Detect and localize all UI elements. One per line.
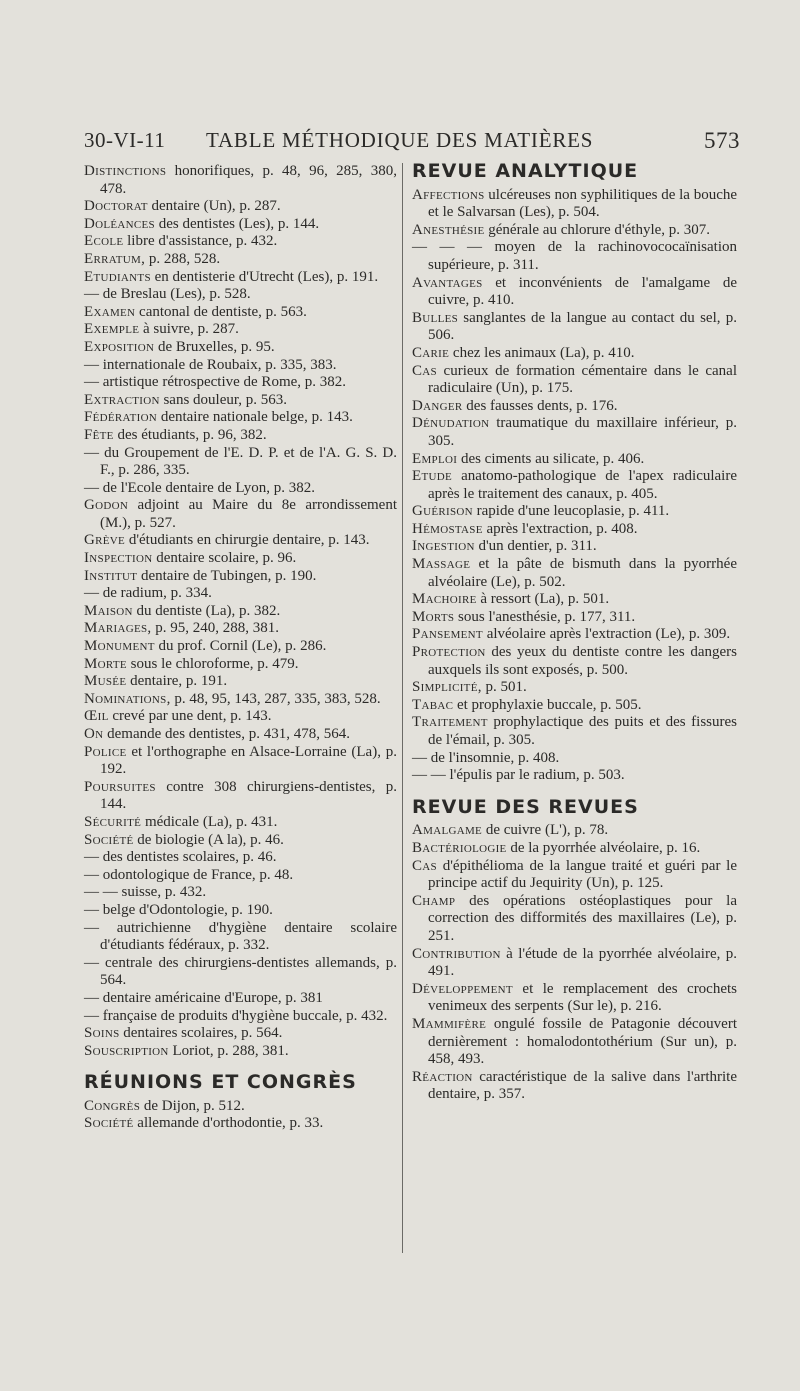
entry-text: des opérations ostéoplastiques pour la correction des difformités des maxillaires (Le), p. 251. (428, 892, 737, 944)
index-entry (412, 239, 737, 274)
entry-text: d'étudiants en chirurgie dentaire, p. 143. (128, 532, 370, 549)
reunions-entry-list (84, 1098, 397, 1133)
index-entry (412, 363, 737, 398)
section-title-revue-analytique: REVUE ANALYTIQUE (412, 160, 639, 182)
index-entry (84, 374, 397, 392)
entry-heading: Dénudation (412, 415, 490, 432)
entry-text: p. 288, 528. (148, 250, 221, 267)
right-column (412, 160, 738, 1104)
entry-text: du dentiste (La), p. 382. (136, 602, 281, 619)
revue-analytique-entry-list (412, 187, 737, 785)
index-entry (84, 656, 397, 674)
index-entry (412, 609, 737, 627)
index-entry (84, 744, 397, 779)
index-entry (84, 269, 397, 287)
entry-text: — odontologique de France, p. 48. (84, 866, 294, 883)
entry-text: des ciments au silicate, p. 406. (460, 450, 645, 467)
entry-heading: Police (84, 743, 127, 760)
entry-text: Loriot, p. 288, 381. (172, 1042, 289, 1059)
entry-text: des étudiants, p. 96, 382. (117, 426, 267, 443)
entry-heading: Œil (84, 708, 109, 725)
entry-heading: Fédération (84, 409, 158, 426)
index-entry (84, 445, 397, 480)
entry-heading: Institut (84, 567, 138, 584)
entry-text: de biologie (A la), p. 46. (137, 831, 284, 848)
index-entry (84, 779, 397, 814)
entry-text: — de l'Ecole dentaire de Lyon, p. 382. (84, 479, 315, 496)
index-entry (412, 187, 737, 222)
index-entry (84, 304, 397, 322)
entry-text: — artistique rétrospective de Rome, p. 382. (84, 374, 347, 391)
entry-heading: On (84, 726, 104, 742)
index-entry (84, 550, 397, 568)
entry-text: à ressort (La), p. 501. (480, 591, 610, 608)
issue-date: 30-VI-11 (84, 128, 166, 152)
entry-text: des fausses dents, p. 176. (466, 397, 618, 414)
index-entry (412, 398, 737, 416)
index-entry (84, 1043, 397, 1061)
entry-text: dentaire, p. 191. (130, 673, 228, 690)
entry-text: — française de produits d'hygiène buccale, p. 432. (84, 1007, 388, 1024)
entry-text: en dentisterie d'Utrecht (Les), p. 191. (154, 268, 379, 285)
page-title: TABLE MÉTHODIQUE DES MATIÈRES (206, 128, 594, 152)
index-entry (84, 673, 397, 691)
index-entry (84, 163, 397, 198)
page-header (84, 128, 740, 158)
entry-text: — du Groupement de l'E. D. P. et de l'A. G. S. D. F., p. 286, 335. (84, 444, 397, 479)
entry-text: sans douleur, p. 563. (163, 391, 288, 408)
index-entry (412, 644, 737, 679)
entry-heading: Carie (412, 344, 450, 361)
entry-text: de Dijon, p. 512. (143, 1097, 245, 1114)
index-entry (412, 981, 737, 1016)
entry-heading: Affections (412, 186, 485, 203)
entry-text: et inconvénients de l'amalgame de cuivre, p. 410. (428, 274, 737, 309)
index-entry (84, 849, 397, 867)
index-entry (412, 626, 737, 644)
index-entry (84, 321, 397, 339)
entry-text: chez les animaux (La), p. 410. (452, 344, 635, 361)
entry-text: ongulé fossile de Patagonie découvert dernièrement : homalodontothérium (Sur un), p. 458, 493. (428, 1015, 738, 1068)
index-entry (84, 620, 397, 638)
index-entry (84, 357, 397, 375)
entry-text: à suivre, p. 287. (143, 321, 239, 338)
index-entry (412, 1069, 737, 1104)
index-entry (84, 603, 397, 621)
entry-text: du prof. Cornil (Le), p. 286. (158, 638, 327, 655)
entry-text: — centrale des chirurgiens-dentistes allemands, p. 564. (84, 954, 397, 989)
entry-heading: Etudiants (84, 268, 151, 285)
index-entry (412, 521, 737, 539)
entry-heading: Poursuites (84, 778, 156, 795)
index-entry (412, 451, 737, 469)
index-entry (84, 867, 397, 885)
index-entry (84, 286, 397, 304)
entry-text: et prophylaxie buccale, p. 505. (456, 696, 642, 713)
column-divider (402, 163, 403, 1253)
index-entry (84, 920, 397, 955)
entry-text: et la pâte de bismuth dans la pyorrhée alvéolaire (Le), p. 502. (428, 556, 737, 590)
entry-text: prophylactique des puits et des fissures de l'émail, p. 305. (428, 714, 738, 748)
entry-heading: Traitement (412, 714, 488, 731)
entry-heading: Amalgame (412, 822, 483, 839)
index-entry (84, 726, 397, 744)
entry-heading: Guérison (412, 503, 473, 520)
index-entry (412, 275, 737, 310)
page-number: 573 (704, 128, 740, 153)
entry-text: à l'étude de la pyorrhée alvéolaire, p. 491. (428, 945, 737, 980)
entry-heading: Mammifère (412, 1015, 487, 1032)
entry-heading: Réaction (412, 1068, 473, 1085)
entry-heading: Bactériologie (412, 839, 507, 856)
entry-text: d'un dentier, p. 311. (478, 538, 597, 555)
index-entry (84, 691, 397, 709)
entry-text: ulcéreuses non syphilitiques de la bouche et le Salvarsan (Les), p. 504. (428, 186, 738, 221)
index-entry (84, 392, 397, 410)
entry-heading: Soins (84, 1025, 120, 1042)
entry-heading: Contribution (412, 945, 501, 962)
index-entry (412, 222, 737, 240)
index-entry (84, 233, 397, 251)
entry-text: dentaire de Tubingen, p. 190. (140, 567, 317, 584)
entry-heading: Distinctions (84, 163, 167, 179)
entry-text: adjoint au Maire du 8e arrondissement (M.), p. 527. (100, 497, 398, 531)
index-entry (84, 990, 397, 1008)
entry-text: honorifiques, p. 48, 96, 285, 380, 478. (100, 163, 398, 197)
entry-heading: Godon (84, 497, 129, 514)
entry-text: et l'orthographe en Alsace-Lorraine (La), p. 192. (100, 743, 397, 778)
entry-text: médicale (La), p. 431. (144, 813, 278, 830)
index-entry (84, 638, 397, 656)
entry-heading: Simplicité, (412, 679, 482, 696)
entry-heading: Nominations, (84, 690, 171, 707)
index-entry (84, 339, 397, 357)
entry-heading: Exemple (84, 321, 140, 338)
index-entry (84, 480, 397, 498)
index-entry (84, 814, 397, 832)
entry-heading: Danger (412, 397, 463, 414)
entry-text: sous l'anesthésie, p. 177, 311. (458, 608, 636, 625)
entry-text: — — suisse, p. 432. (84, 884, 207, 901)
entry-heading: Hémostase (412, 520, 483, 537)
index-entry (412, 591, 737, 609)
entry-text: — de radium, p. 334. (84, 585, 212, 602)
index-entry (412, 822, 737, 840)
index-entry (84, 409, 397, 427)
entry-text: crevé par une dent, p. 143. (112, 708, 272, 725)
revue-des-revues-entry-list (412, 822, 737, 1104)
entry-heading: Tabac (412, 696, 454, 713)
entry-text: cantonal de dentiste, p. 563. (139, 303, 307, 320)
entry-heading: Ingestion (412, 538, 475, 555)
entry-text: dentaire scolaire, p. 96. (156, 550, 297, 567)
entry-text: contre 308 chirurgiens-dentistes, p. 144. (100, 778, 397, 813)
index-entry (84, 427, 397, 445)
entry-heading: Doctorat (84, 198, 148, 215)
entry-text: libre d'assistance, p. 432. (127, 233, 278, 250)
entry-text: — — — moyen de la rachinovococaïnisation supérieure, p. 311. (412, 239, 737, 273)
entry-text: rapide d'une leucoplasie, p. 411. (476, 503, 670, 520)
entry-text: — autrichienne d'hygiène dentaire scolaire d'étudiants fédéraux, p. 332. (84, 919, 397, 954)
index-entry (412, 503, 737, 521)
index-entry (412, 697, 737, 715)
entry-text: dentaires scolaires, p. 564. (123, 1025, 283, 1042)
entry-text: des yeux du dentiste contre les dangers auxquels ils sont exposés, p. 500. (428, 644, 738, 678)
entry-text: — des dentistes scolaires, p. 46. (84, 849, 277, 866)
entry-heading: Avantages (412, 274, 483, 291)
entry-text: — internationale de Roubaix, p. 335, 383. (84, 356, 337, 373)
entry-text: p. 501. (485, 679, 527, 696)
entry-text: des dentistes (Les), p. 144. (158, 215, 320, 232)
index-entry (412, 858, 737, 893)
index-entry (84, 251, 397, 269)
index-entry (412, 468, 737, 503)
entry-heading: Morte (84, 655, 127, 672)
entry-heading: Morts (412, 608, 455, 625)
section-title-reunions: RÉUNIONS ET CONGRÈS (84, 1071, 357, 1094)
index-entry (84, 884, 397, 902)
entry-text: générale au chlorure d'éthyle, p. 307. (488, 221, 711, 238)
entry-heading: Développement (412, 980, 513, 997)
left-column (84, 163, 397, 1133)
entry-heading: Machoire (412, 591, 477, 608)
index-entry (412, 840, 737, 858)
entry-heading: Erratum, (84, 250, 146, 267)
index-entry (412, 893, 737, 946)
index-entry (84, 1115, 397, 1133)
entry-heading: Examen (84, 303, 136, 320)
entry-text: sanglantes de la langue au contact du sel, p. 506. (428, 309, 737, 344)
entry-heading: Maison (84, 602, 133, 619)
left-entry-list (84, 163, 397, 1060)
index-entry (84, 532, 397, 550)
index-entry (412, 345, 737, 363)
entry-heading: Bulles (412, 309, 459, 326)
entry-text: traumatique du maxillaire inférieur, p. 305. (428, 415, 737, 449)
index-entry (412, 310, 737, 345)
entry-heading: Grève (84, 532, 126, 549)
entry-text: dentaire (Un), p. 287. (151, 198, 281, 215)
entry-heading: Société (84, 1115, 134, 1132)
entry-heading: Etude (412, 468, 452, 485)
index-entry (412, 679, 737, 697)
entry-text: — belge d'Odontologie, p. 190. (84, 901, 273, 918)
entry-heading: Congrès (84, 1097, 141, 1114)
index-entry (84, 1008, 397, 1026)
index-entry (84, 1098, 397, 1116)
entry-text: p. 95, 240, 288, 381. (155, 620, 279, 637)
index-entry (84, 568, 397, 586)
entry-heading: Pansement (412, 626, 483, 643)
entry-heading: Champ (412, 892, 456, 909)
entry-heading: Cas (412, 857, 437, 874)
entry-text: de cuivre (L'), p. 78. (485, 822, 609, 839)
index-entry (412, 946, 737, 981)
entry-text: alvéolaire après l'extraction (Le), p. 309. (486, 626, 731, 643)
index-entry (412, 538, 737, 556)
entry-text: sous le chloroforme, p. 479. (130, 655, 299, 672)
entry-heading: Société (84, 831, 134, 848)
section-title-revue-des-revues: REVUE DES REVUES (412, 795, 639, 818)
entry-text: — de l'insomnie, p. 408. (412, 749, 560, 766)
index-entry (412, 415, 737, 450)
index-entry (84, 708, 397, 726)
entry-heading: Massage (412, 556, 471, 573)
index-entry (84, 198, 397, 216)
entry-heading: Exposition (84, 338, 155, 355)
entry-text: allemande d'orthodontie, p. 33. (137, 1115, 324, 1132)
entry-text: après l'extraction, p. 408. (486, 520, 638, 537)
entry-text: — — l'épulis par le radium, p. 503. (412, 767, 625, 784)
index-entry (412, 556, 737, 591)
index-entry (84, 497, 397, 532)
entry-text: p. 48, 95, 143, 287, 335, 383, 528. (174, 690, 381, 707)
entry-heading: Souscription (84, 1042, 169, 1059)
entry-text: — de Breslau (Les), p. 528. (84, 286, 251, 303)
index-entry (84, 832, 397, 850)
entry-text: curieux de formation cémentaire dans le canal radiculaire (Un), p. 175. (428, 362, 737, 397)
entry-text: d'épithélioma de la langue traité et guéri par le principe actif du Jequirity (Un), p. 125. (428, 857, 737, 892)
index-entry (84, 902, 397, 920)
index-entry (84, 955, 397, 990)
entry-heading: Extraction (84, 391, 160, 408)
entry-heading: Emploi (412, 450, 458, 467)
entry-text: caractéristique de la salive dans l'arthrite dentaire, p. 357. (428, 1068, 738, 1103)
entry-heading: Monument (84, 638, 155, 655)
entry-text: anatomo-pathologique de l'apex radiculaire après le traitement des canaux, p. 405. (428, 468, 737, 502)
entry-heading: Mariages, (84, 620, 152, 637)
index-entry (412, 1016, 737, 1069)
entry-text: et le remplacement des crochets venimeux des serpents (Sur le), p. 216. (428, 980, 738, 1015)
entry-heading: Anesthésie (412, 221, 485, 238)
entry-text: de Bruxelles, p. 95. (157, 338, 275, 355)
entry-text: dentaire nationale belge, p. 143. (160, 409, 353, 426)
entry-heading: Protection (412, 644, 486, 661)
index-entry (84, 585, 397, 603)
entry-heading: Fête (84, 426, 114, 443)
index-entry (84, 216, 397, 234)
entry-heading: Cas (412, 362, 437, 379)
entry-text: de la pyorrhée alvéolaire, p. 16. (510, 839, 701, 856)
index-entry (412, 750, 737, 768)
index-entry (412, 767, 737, 785)
entry-heading: Ecole (84, 233, 124, 250)
index-entry (412, 714, 737, 749)
entry-heading: Musée (84, 673, 127, 690)
index-entry (84, 1025, 397, 1043)
entry-text: demande des dentistes, p. 431, 478, 564. (107, 726, 351, 742)
entry-heading: Doléances (84, 215, 155, 232)
entry-heading: Sécurité (84, 813, 142, 830)
entry-text: — dentaire américaine d'Europe, p. 381 (84, 989, 323, 1006)
entry-heading: Inspection (84, 550, 153, 567)
